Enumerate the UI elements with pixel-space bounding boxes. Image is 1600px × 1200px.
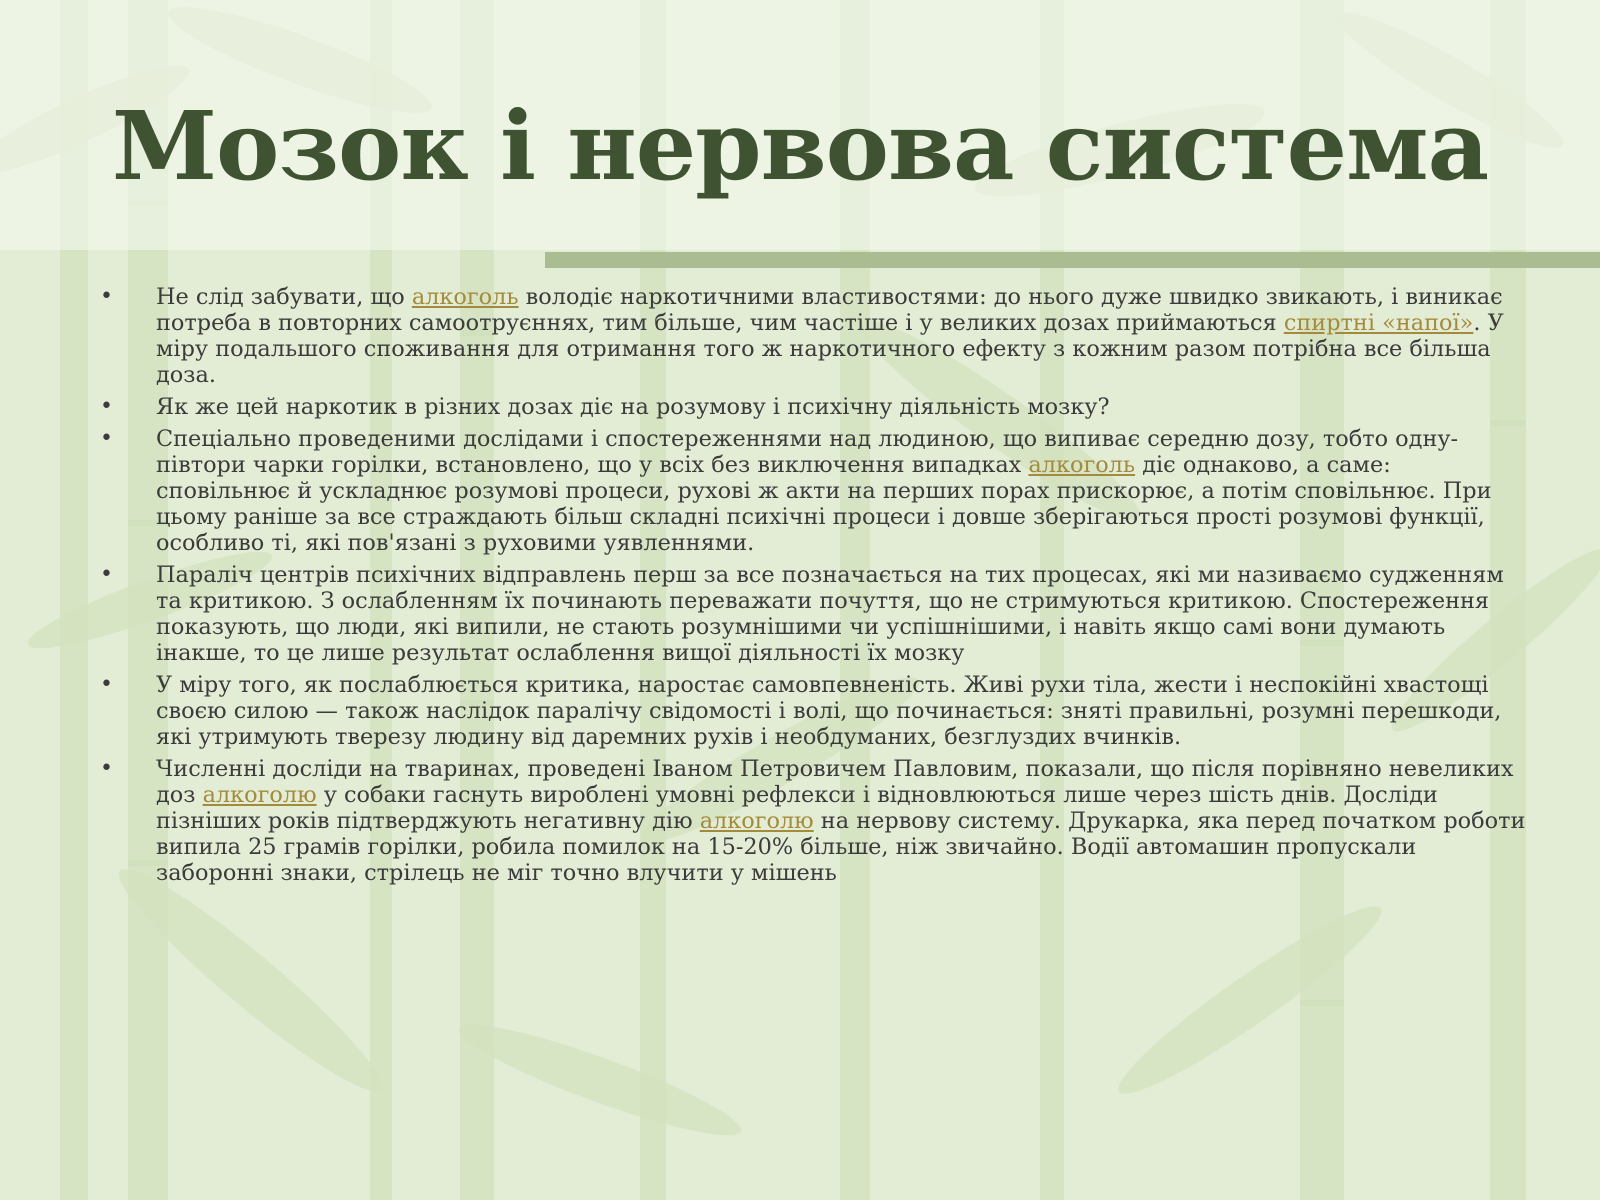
- bullet-text: . У міру подальшого споживання для отримання того ж наркотичного ефекту з кожним разом потрібна все більша доза.: [156, 310, 1504, 388]
- bullet-item: [96, 284, 1526, 388]
- bullet-text: діє однаково, а саме: сповільнює й ускладнює розумові процеси, рухові ж акти на перших порах прискорює, а потім сповільнює. При цьому раніше за все страждають більш складні психічні процеси і довше зберігаються прості розумові функції, особливо ті, які пов'язані з руховими уявленнями.: [156, 452, 1492, 556]
- bullet-item: [96, 394, 1526, 420]
- bullet-dot-icon: •: [100, 426, 113, 451]
- bullet-text: на нервову систему. Друкарка, яка перед початком роботи випила 25 грамів горілки, робила помилок на 15-20% більше, ніж звичайно. Водії автомашин пропускали заборонні знаки, стрілець не міг точно влучити у мішень: [156, 808, 1526, 886]
- bullet-text: Численні досліди на тваринах, проведені Іваном Петровичем Павловим, показали, що після порівняно невеликих доз: [156, 756, 1514, 808]
- slide-title: Мозок і нервова система: [111, 91, 1489, 202]
- bullet-item: [96, 672, 1526, 750]
- bullet-text: Параліч центрів психічних відправлень перш за все позначається на тих процесах, які ми називаємо судженням та критикою. З ослабленням їх починають переважати почуття, що не стримуються критикою. Спостереження показують, що люди, які випили, не стають розумнішими чи успішнішими, і навіть якщо самі вони думають інакше, то це лише результат ослаблення вищої діяльності їх мозку: [156, 562, 1504, 666]
- bullet-item: [96, 562, 1526, 666]
- bullet-dot-icon: •: [100, 562, 113, 587]
- bullet-dot-icon: •: [100, 756, 113, 781]
- bullet-text: у собаки гаснуть вироблені умовні рефлекси і відновлюються лише через шість днів. Досліди пізніших років підтверджують негативну дію: [156, 782, 1438, 834]
- bullet-item: [96, 756, 1526, 886]
- bullet-list: [96, 284, 1526, 892]
- bullet-text: Як же цей наркотик в різних дозах діє на розумову і психічну діяльність мозку?: [156, 394, 1110, 420]
- bullet-dot-icon: •: [100, 394, 113, 419]
- text-link[interactable]: алкоголь: [411, 284, 519, 310]
- bullet-text: володіє наркотичними властивостями: до нього дуже швидко звикають, і виникає потреба в повторних самоотруєннях, тим більше, чим частіше і у великих дозах приймаються: [156, 284, 1503, 336]
- text-link[interactable]: алкоголь: [1028, 452, 1136, 478]
- title-divider: [545, 252, 1600, 268]
- bullet-text: Спеціально проведеними дослідами і спостереженнями над людиною, що випиває середню дозу, тобто одну-півтори чарки горілки, встановлено, що у всіх без виключення випадках: [156, 426, 1459, 478]
- text-link[interactable]: алкоголю: [699, 808, 814, 834]
- text-link[interactable]: спиртні «напої»: [1283, 310, 1474, 336]
- bullet-item: [96, 426, 1526, 556]
- bullet-dot-icon: •: [100, 672, 113, 697]
- text-link[interactable]: алкоголю: [202, 782, 317, 808]
- bullet-text: Не слід забувати, що: [156, 284, 412, 310]
- bullet-dot-icon: •: [100, 284, 113, 309]
- bullet-text: У міру того, як послаблюється критика, наростає самовпевненість. Живі рухи тіла, жести і неспокійні хвастощі своєю силою — також наслідок паралічу свідомості і волі, що починається: зняті правильні, розумні перешкоди, які утримують тверезу людину від даремних рухів і необдуманих, безглуздих вчинків.: [156, 672, 1502, 750]
